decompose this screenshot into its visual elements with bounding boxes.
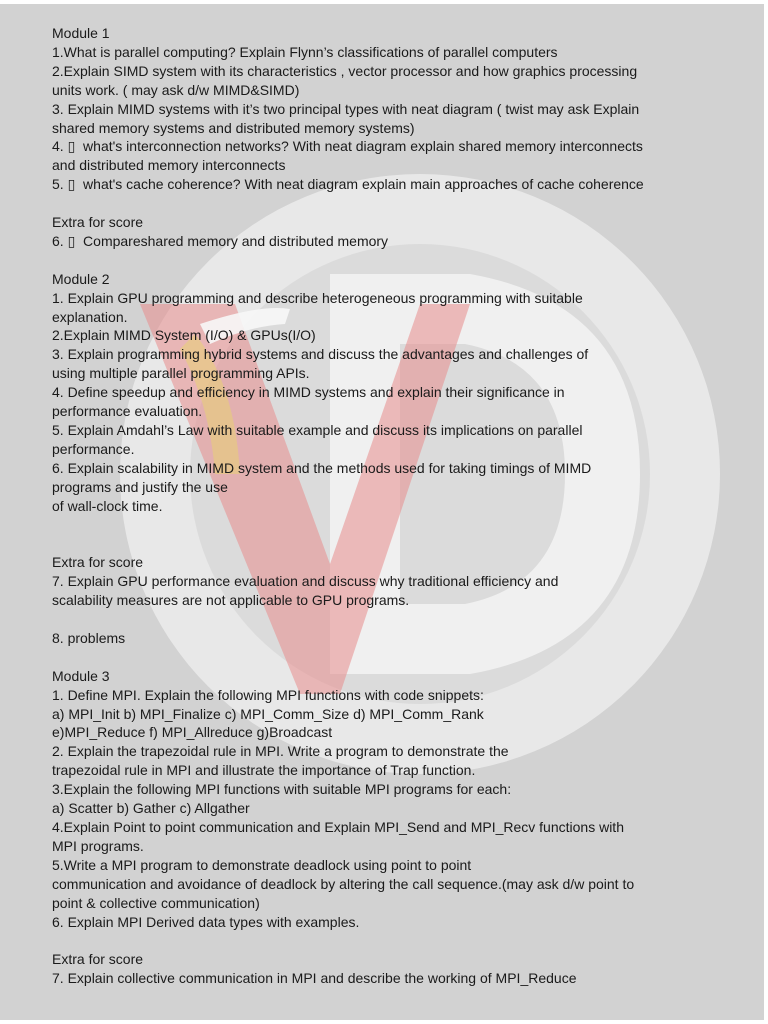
document-page bbox=[0, 4, 764, 1020]
module-2-question: explanation. bbox=[52, 308, 128, 325]
module-1-question: 5. ▯ what's cache coherence? With neat diagram explain main approaches of cache coherence bbox=[52, 176, 644, 193]
spacer bbox=[52, 534, 752, 553]
module-3-question: 1. Define MPI. Explain the following MPI functions with code snippets: bbox=[52, 686, 484, 703]
module-1-question: 3. Explain MIMD systems with it’s two principal types with neat diagram ( twist may ask Explain bbox=[52, 100, 640, 117]
module-3-extra-heading: Extra for score bbox=[52, 951, 144, 968]
module-2-question: programs and justify the use bbox=[52, 478, 228, 495]
module-2-extra-heading: Extra for score bbox=[52, 554, 144, 571]
spacer bbox=[52, 516, 752, 535]
module-2-question: 3. Explain programming hybrid systems and discuss the advantages and challenges of bbox=[52, 346, 589, 363]
module-3-question: a) Scatter b) Gather c) Allgather bbox=[52, 800, 250, 817]
module-2-question: using multiple parallel programming APIs. bbox=[52, 365, 310, 382]
module-2-question: performance evaluation. bbox=[52, 403, 203, 420]
module-3-question: MPI programs. bbox=[52, 837, 144, 854]
module-3-question: point & collective communication) bbox=[52, 894, 260, 911]
module-1-extra-heading: Extra for score bbox=[52, 214, 144, 231]
module-2-question: of wall-clock time. bbox=[52, 497, 163, 514]
module-1-question: 4. ▯ what's interconnection networks? With neat diagram explain shared memory interconnects bbox=[52, 138, 643, 155]
module-2-question: 6. Explain scalability in MIMD system and the methods used for taking timings of MIMD bbox=[52, 459, 592, 476]
module-2-problems: 8. problems bbox=[52, 629, 126, 646]
module-3-question: trapezoidal rule in MPI and illustrate the importance of Trap function. bbox=[52, 762, 476, 779]
module-2-question: 4. Define speedup and efficiency in MIMD systems and explain their significance in bbox=[52, 384, 565, 401]
module-1-question: 2.Explain SIMD system with its characteristics , vector processor and how graphics processing bbox=[52, 62, 638, 79]
module-3-question: communication and avoidance of deadlock by altering the call sequence.(may ask d/w point to bbox=[52, 875, 635, 892]
module-3-question: 4.Explain Point to point communication and Explain MPI_Send and MPI_Recv functions with bbox=[52, 818, 624, 835]
module-1-question: units work. ( may ask d/w MIMD&SIMD) bbox=[52, 81, 300, 98]
spacer bbox=[52, 610, 752, 629]
document-content bbox=[52, 24, 752, 988]
spacer bbox=[52, 931, 752, 950]
module-1-heading: Module 1 bbox=[52, 25, 110, 41]
module-2-extra-question: scalability measures are not applicable to GPU programs. bbox=[52, 592, 410, 609]
spacer bbox=[52, 194, 752, 213]
module-2-question: 2.Explain MIMD System (I/O) & GPUs(I/O) bbox=[52, 327, 316, 344]
module-1-question: 1.What is parallel computing? Explain Flynn’s classifications of parallel computers bbox=[52, 43, 558, 60]
module-1-question: shared memory systems and distributed memory systems) bbox=[52, 119, 415, 136]
module-2-extra-question: 7. Explain GPU performance evaluation and discuss why traditional efficiency and bbox=[52, 573, 559, 590]
spacer bbox=[52, 251, 752, 270]
module-3-question: e)MPI_Reduce f) MPI_Allreduce g)Broadcast bbox=[52, 724, 333, 741]
module-3-heading: Module 3 bbox=[52, 667, 110, 684]
module-2-heading: Module 2 bbox=[52, 270, 110, 287]
module-2-question: 5. Explain Amdahl’s Law with suitable example and discuss its implications on parallel bbox=[52, 422, 583, 438]
module-3-question: 6. Explain MPI Derived data types with examples. bbox=[52, 913, 360, 930]
module-3-question: 2. Explain the trapezoidal rule in MPI. Write a program to demonstrate the bbox=[52, 743, 509, 760]
module-1-question: and distributed memory interconnects bbox=[52, 157, 286, 174]
module-1-extra-question: 6. ▯ Compareshared memory and distributed memory bbox=[52, 232, 389, 249]
spacer bbox=[52, 648, 752, 667]
module-2-question: performance. bbox=[52, 440, 135, 457]
module-3-question: 5.Write a MPI program to demonstrate deadlock using point to point bbox=[52, 856, 472, 873]
module-2-question: 1. Explain GPU programming and describe heterogeneous programming with suitable bbox=[52, 289, 583, 306]
module-3-extra-question: 7. Explain collective communication in MPI and describe the working of MPI_Reduce bbox=[52, 970, 577, 987]
module-3-question: 3.Explain the following MPI functions with suitable MPI programs for each: bbox=[52, 781, 512, 798]
module-3-question: a) MPI_Init b) MPI_Finalize c) MPI_Comm_Size d) MPI_Comm_Rank bbox=[52, 705, 484, 722]
